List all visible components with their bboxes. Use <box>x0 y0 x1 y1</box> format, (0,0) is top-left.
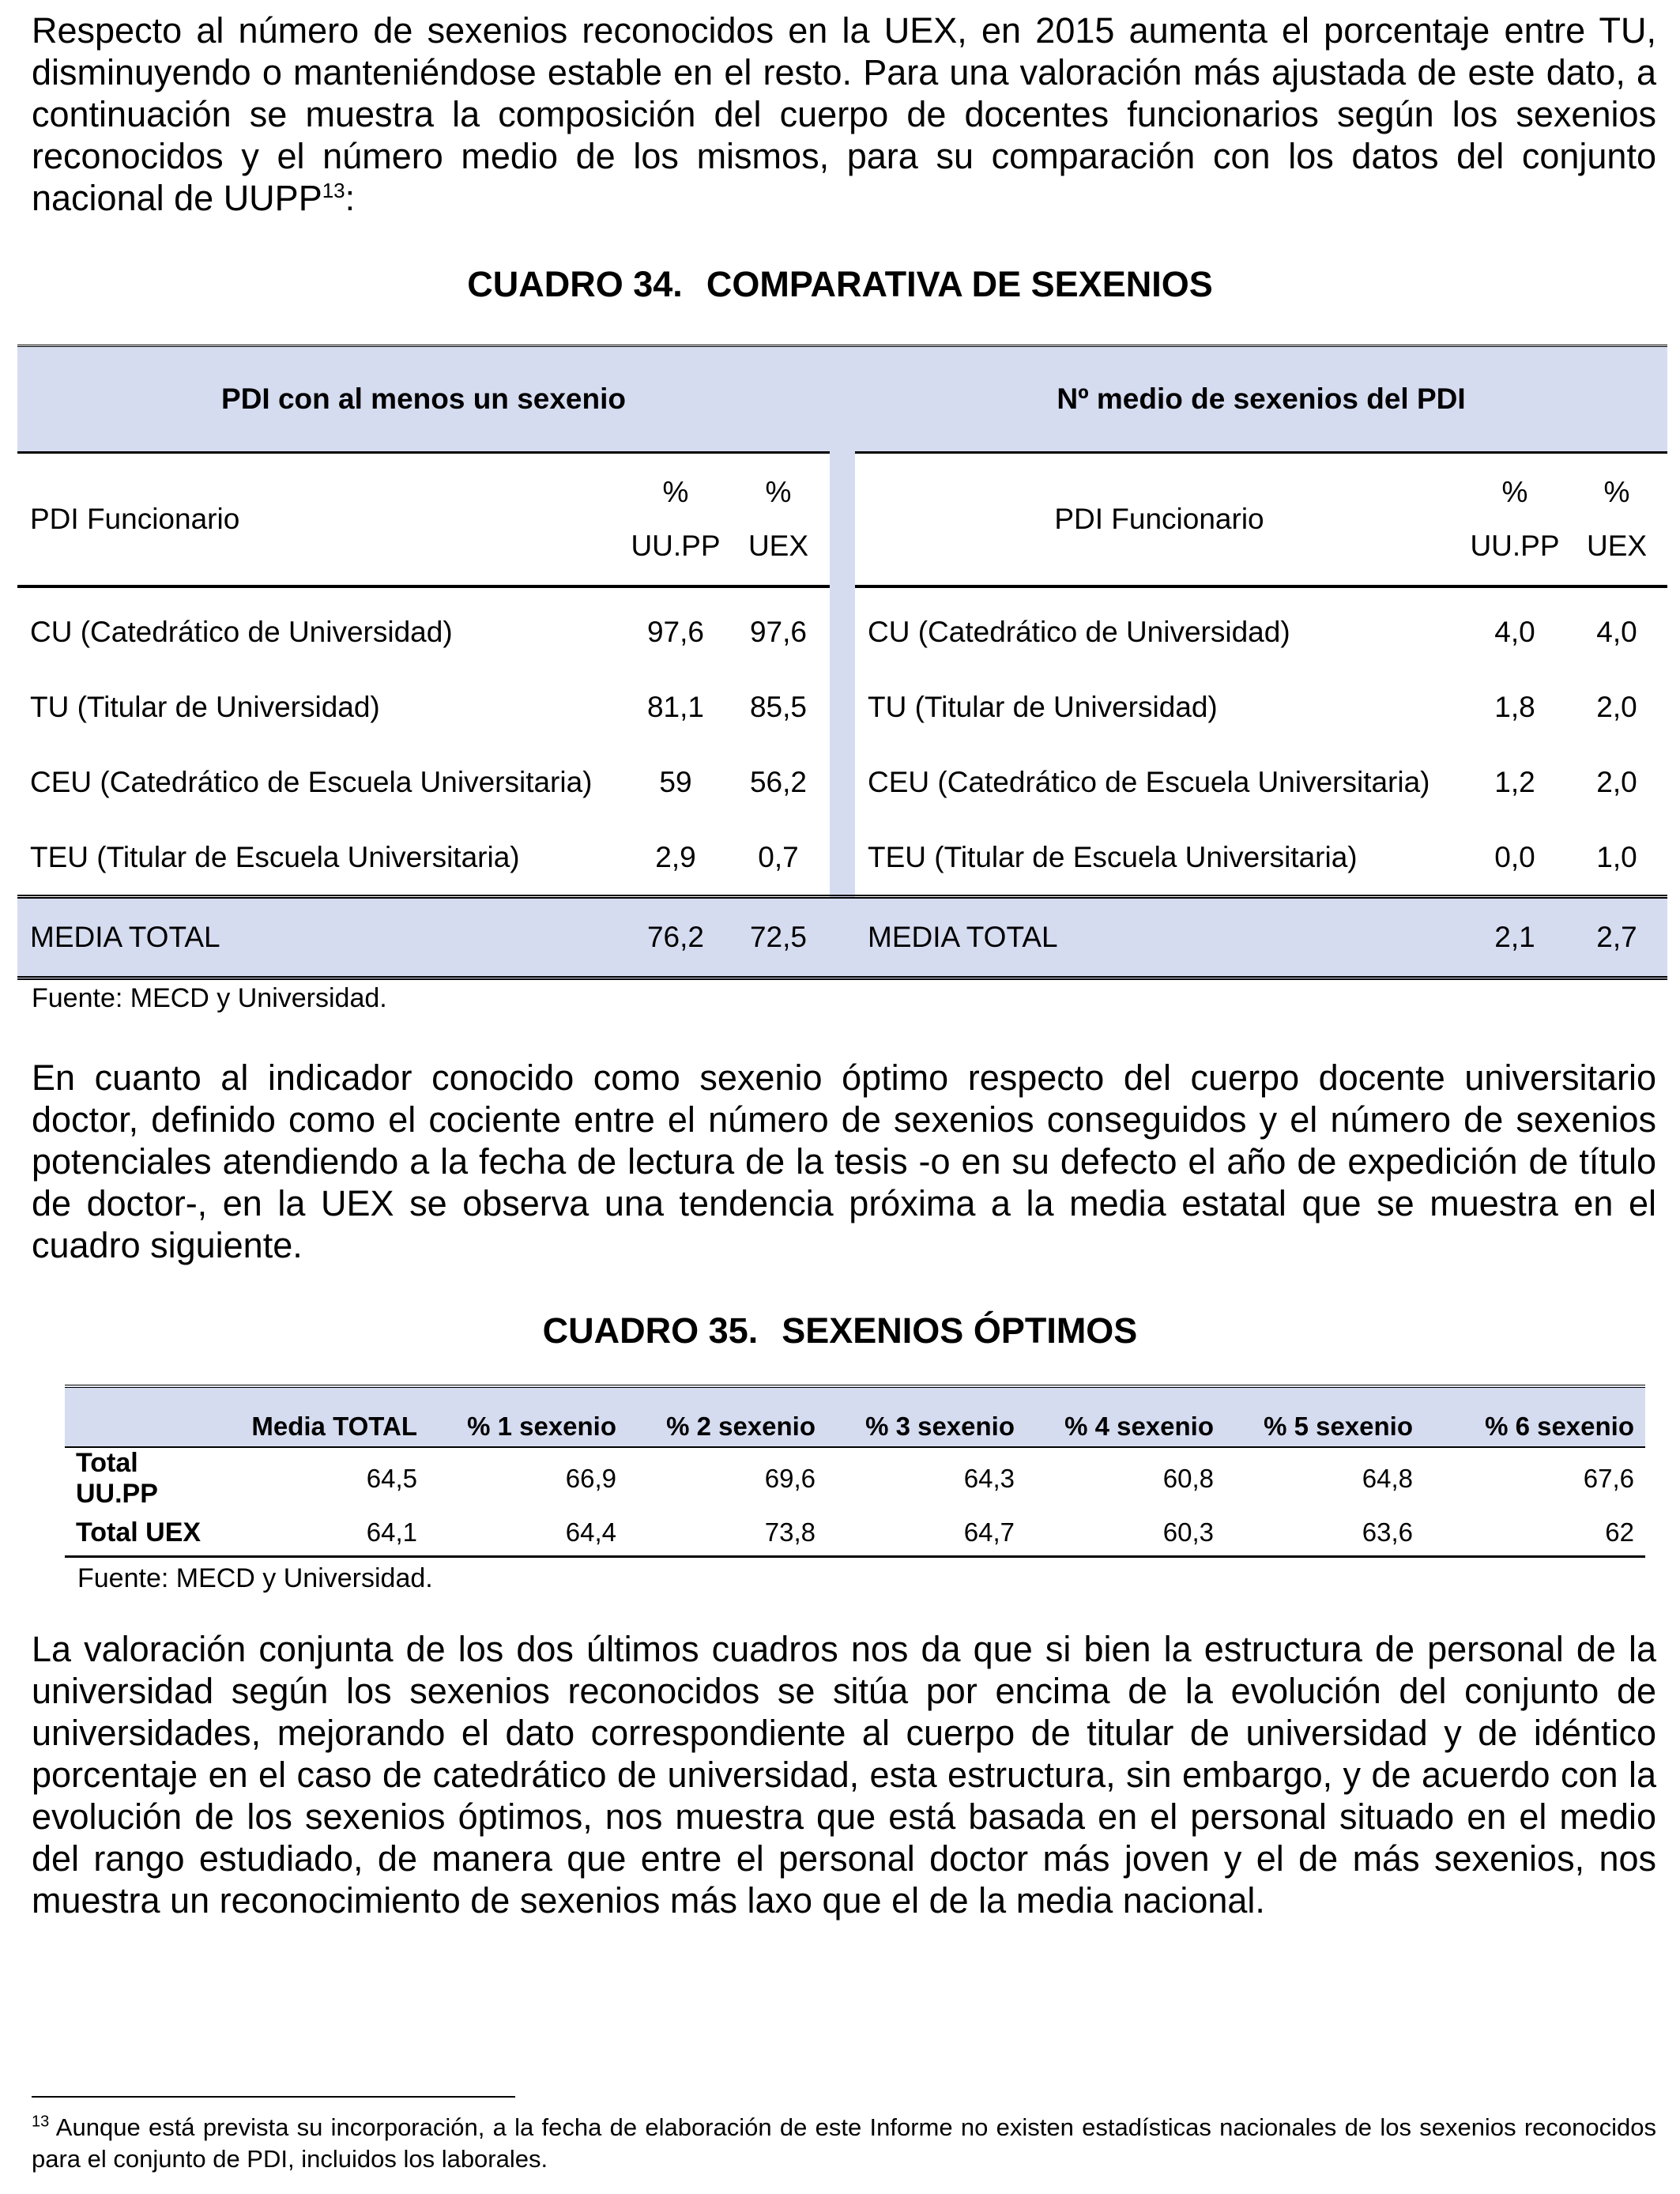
intro-text: Respecto al número de sexenios reconocidos en la UEX, en 2015 aumenta el porcentaje entre TU, disminuyendo o manteniéndose estable en el resto. Para una valoración más ajustada de este dato, a continuación se muestra la composición del cuerpo de docentes funcionarios según los sexenios reconocidos y el número medio de los mismos, para su comparación con los datos del conjunto nacional de UUPP <box>32 10 1656 218</box>
cell: 64,4 <box>428 1510 627 1557</box>
footnote-ref[interactable]: 13 <box>322 179 345 202</box>
right-col1-header: % UU.PP <box>1463 453 1566 587</box>
cell: 60,3 <box>1026 1510 1225 1557</box>
row-label: CEU (Catedrático de Escuela Universitaria) <box>30 765 593 798</box>
cell: 76,2 <box>624 897 727 978</box>
cuadro34-table <box>17 345 1667 980</box>
footnote-number: 13 <box>32 2113 50 2131</box>
cuadro35-header-row <box>65 1386 1645 1447</box>
cell: 64,5 <box>366 1464 417 1493</box>
cell: 62 <box>1424 1510 1645 1557</box>
cuadro35-number: CUADRO 35. <box>542 1310 759 1351</box>
cell: 59 <box>659 765 692 798</box>
row-label: TU (Titular de Universidad) <box>30 690 380 723</box>
cell: 60,8 <box>1162 1464 1214 1493</box>
cell: 1,2 <box>1494 765 1535 798</box>
cell: 0,0 <box>1494 840 1535 873</box>
cell: 64,3 <box>963 1464 1015 1493</box>
cell: 64,8 <box>1362 1464 1413 1493</box>
cell: 2,7 <box>1566 897 1667 978</box>
row-label: Total UEX <box>65 1510 239 1557</box>
row-label: TU (Titular de Universidad) <box>868 690 1218 723</box>
total-row <box>17 897 1667 978</box>
row-label: CU (Catedrático de Universidad) <box>868 615 1290 648</box>
column-header: % 2 sexenio <box>627 1386 827 1447</box>
intro-paragraph <box>32 9 1656 219</box>
table-row <box>17 669 1667 745</box>
right-sub-label: PDI Funcionario <box>855 453 1463 587</box>
cuadro34-title: COMPARATIVA DE SEXENIOS <box>706 264 1213 304</box>
cuadro34-number: CUADRO 34. <box>467 264 683 304</box>
cell: 4,0 <box>1596 615 1637 648</box>
column-header: % 4 sexenio <box>1026 1386 1225 1447</box>
cell: 2,1 <box>1463 897 1566 978</box>
cell: 1,0 <box>1596 840 1637 873</box>
cell: 2,0 <box>1596 765 1637 798</box>
cell: 66,9 <box>565 1464 616 1493</box>
cell: 4,0 <box>1494 615 1535 648</box>
cuadro35-table <box>65 1385 1645 1558</box>
left-sub-label: PDI Funcionario <box>17 453 624 587</box>
conclusion-paragraph: La valoración conjunta de los dos últimos cuadros nos da que si bien la estructura de personal de la universidad según los sexenios reconocidos se sitúa por encima de la evolución del conjunto de universidades, mejorando el dato correspondiente al cuerpo de titular de universidad y de idéntico porcentaje en el caso de catedrático de universidad, esta estructura, sin embargo, y de acuerdo con la evolución de los sexenios óptimos, nos muestra que está basada en el personal situado en el medio del rango estudiado, de manera que entre el personal doctor más joven y el de más sexenios, nos muestra un reconocimiento de sexenios más laxo que el de la media nacional. <box>32 1629 1656 1921</box>
row-label: TEU (Titular de Escuela Universitaria) <box>868 840 1358 873</box>
footnote-text: Aunque está prevista su incorporación, a la fecha de elaboración de este Informe no existen estadísticas nacionales de los sexenios reconocidos para el conjunto de PDI, incluidos los laborales. <box>32 2113 1656 2173</box>
cell: 69,6 <box>764 1464 816 1493</box>
column-header: % 6 sexenio <box>1424 1386 1645 1447</box>
total-label: MEDIA TOTAL <box>855 897 1463 978</box>
table-row <box>65 1510 1645 1557</box>
cell: 56,2 <box>749 765 807 798</box>
row-label: CEU (Catedrático de Escuela Universitaria) <box>868 765 1430 798</box>
cuadro35-source: Fuente: MECD y Universidad. <box>77 1563 433 1593</box>
cell: 0,7 <box>758 840 799 873</box>
cell: 67,6 <box>1583 1464 1634 1493</box>
cell: 97,6 <box>646 615 704 648</box>
intro-tail: : <box>345 178 356 218</box>
cuadro35-title: SEXENIOS ÓPTIMOS <box>782 1310 1138 1351</box>
table-row <box>17 820 1667 897</box>
cell: 2,9 <box>655 840 696 873</box>
table-row <box>17 745 1667 820</box>
cell: 1,8 <box>1494 690 1535 723</box>
total-label: MEDIA TOTAL <box>17 897 624 978</box>
row-label: TEU (Titular de Escuela Universitaria) <box>30 840 520 873</box>
column-header: % 5 sexenio <box>1225 1386 1424 1447</box>
column-header: % 1 sexenio <box>428 1386 627 1447</box>
cell: 63,6 <box>1225 1510 1424 1557</box>
column-header: Media TOTAL <box>239 1386 428 1447</box>
middle-paragraph: En cuanto al indicador conocido como sexenio óptimo respecto del cuerpo docente universitario doctor, definido como el cociente entre el número de sexenios conseguidos y el número de sexenios potenciales atendiendo a la fecha de lectura de la tesis -o en su defecto el año de expedición de título de doctor-, en la UEX se observa una tendencia próxima a la media estatal que se muestra en el cuadro siguiente. <box>32 1057 1656 1265</box>
row-label: Total UU.PP <box>76 1448 158 1509</box>
cell: 64,1 <box>239 1510 428 1557</box>
cell: 2,0 <box>1596 690 1637 723</box>
cell: 85,5 <box>749 690 807 723</box>
cell: 72,5 <box>727 897 830 978</box>
cell: 64,7 <box>827 1510 1026 1557</box>
cell: 81,1 <box>646 690 704 723</box>
header-blank <box>65 1386 239 1447</box>
cell: 73,8 <box>627 1510 827 1557</box>
left-header: PDI con al menos un sexenio <box>17 346 830 453</box>
table-row <box>17 586 1667 669</box>
footnote-rule <box>32 2096 515 2098</box>
left-col1-header: % UU.PP <box>624 453 727 587</box>
column-header: % 3 sexenio <box>827 1386 1026 1447</box>
cuadro34-subheader-row <box>17 453 1667 587</box>
cuadro34-header-row <box>17 346 1667 453</box>
cell: 97,6 <box>749 615 807 648</box>
footnote <box>32 2112 1656 2175</box>
table-row <box>65 1447 1645 1510</box>
left-col2-header: % UEX <box>727 453 830 587</box>
cuadro34-caption <box>0 264 1680 305</box>
right-col2-header: % UEX <box>1566 453 1667 587</box>
cuadro35-caption <box>0 1310 1680 1351</box>
cuadro34-source: Fuente: MECD y Universidad. <box>32 983 387 1013</box>
row-label: CU (Catedrático de Universidad) <box>30 615 453 648</box>
right-header: Nº medio de sexenios del PDI <box>855 346 1667 453</box>
